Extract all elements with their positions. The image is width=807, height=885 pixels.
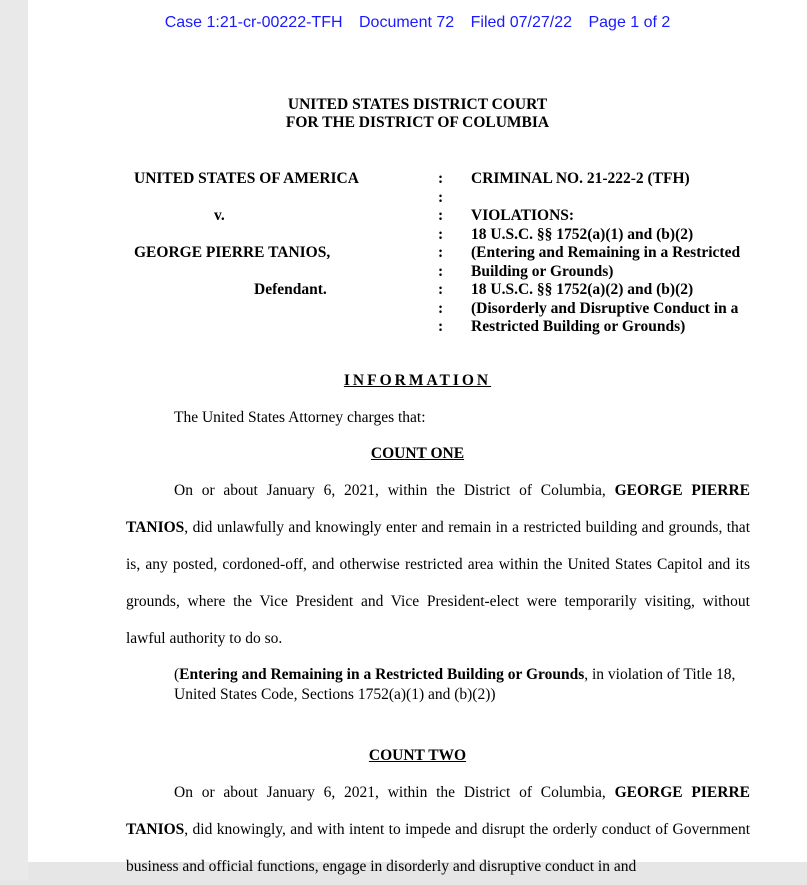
- violations-heading: VIOLATIONS:: [471, 207, 575, 224]
- colon: :: [438, 262, 444, 280]
- defendant-name: GEORGE PIERRE TANIOS,: [134, 244, 331, 261]
- spacer: [471, 189, 740, 208]
- citation-rest: , in violation of Title 18, United States Code, Sections 1752(a)(1) and (b)(2)): [174, 666, 736, 703]
- document-number: Document 72: [358, 14, 455, 31]
- filed-date: Filed 07/27/22: [470, 14, 573, 31]
- caption-colons: [438, 170, 443, 337]
- colon: :: [438, 281, 444, 298]
- colon: :: [438, 188, 444, 206]
- count-one-citation: (Entering and Remaining in a Restricted Building or Grounds, in violation of Title 18, United States Code, Sections 1752(a)(1) and (b)(2)): [174, 666, 736, 703]
- court-line-2: FOR THE DISTRICT OF COLUMBIA: [285, 114, 550, 131]
- colon: :: [438, 299, 444, 317]
- defendant-label: Defendant.: [254, 281, 327, 298]
- document-page: [28, 0, 807, 875]
- count-one-defendant: GEORGE PIERRE TANIOS: [126, 482, 750, 536]
- versus: v.: [214, 207, 225, 224]
- count-two-text-start: On or about January 6, 2021, within the District of Columbia,: [174, 784, 615, 801]
- viewer-gutter: [0, 0, 28, 880]
- count-two-heading: COUNT TWO: [368, 747, 467, 764]
- violation-line: Building or Grounds): [471, 262, 614, 280]
- colon: :: [438, 207, 444, 224]
- citation-bold: Entering and Remaining in a Restricted Building or Grounds: [179, 666, 585, 683]
- count-one-paragraph: [126, 472, 750, 657]
- plaintiff: UNITED STATES OF AMERICA: [134, 170, 359, 187]
- ecf-header-stamp: [28, 14, 807, 32]
- violation-line: 18 U.S.C. §§ 1752(a)(2) and (b)(2): [471, 281, 694, 298]
- count-two-text-rest: , did knowingly, and with intent to impede and disrupt the orderly conduct of Government business and official functions, engage in disorderly and disruptive conduct in and: [126, 821, 750, 875]
- count-two-paragraph: [126, 774, 750, 885]
- colon: :: [438, 225, 444, 243]
- court-title: [28, 96, 807, 132]
- court-line-1: UNITED STATES DISTRICT COURT: [287, 96, 548, 113]
- case-number: Case 1:21-cr-00222-TFH: [164, 14, 343, 31]
- count-one-text-start: On or about January 6, 2021, within the District of Columbia,: [174, 482, 615, 499]
- violation-line: 18 U.S.C. §§ 1752(a)(1) and (b)(2): [471, 225, 694, 243]
- count-two-defendant: GEORGE PIERRE TANIOS: [126, 784, 750, 838]
- colon: :: [438, 244, 444, 261]
- count-one-heading: COUNT ONE: [370, 445, 465, 462]
- page-count: Page 1 of 2: [588, 14, 671, 31]
- violation-line: (Disorderly and Disruptive Conduct in a: [471, 299, 739, 317]
- colon: :: [438, 170, 444, 187]
- information-title: INFORMATION: [343, 372, 492, 389]
- violation-line: (Entering and Remaining in a Restricted: [471, 244, 741, 261]
- charges-intro: The United States Attorney charges that:: [174, 409, 426, 426]
- criminal-number: CRIMINAL NO. 21-222-2 (TFH): [471, 170, 690, 187]
- count-one-text-rest: , did unlawfully and knowingly enter and remain in a restricted building and grounds, that is, any posted, cordoned-off, and otherwise restricted area within the United States Capitol and its grounds, where the Vice President and Vice President-elect were temporarily visiting, without lawful authority to do so.: [126, 519, 750, 647]
- colon: :: [438, 318, 444, 335]
- violation-line: Restricted Building or Grounds): [471, 318, 686, 335]
- caption-case-info: [471, 170, 740, 337]
